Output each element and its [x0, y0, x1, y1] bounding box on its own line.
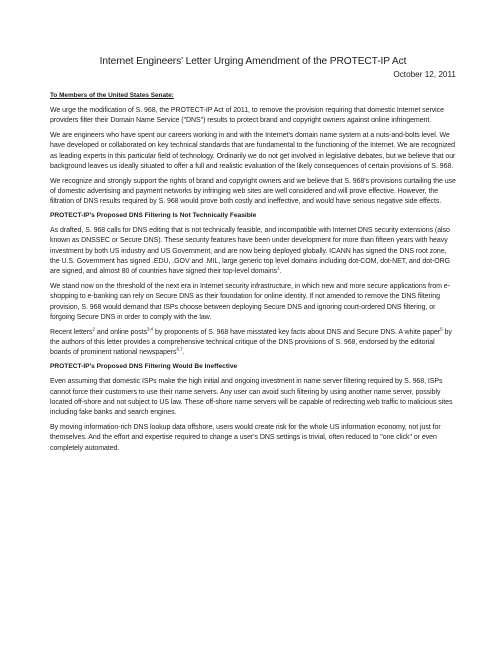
paragraph-fragment: and online posts [94, 328, 148, 336]
footnote-ref: 5 [440, 326, 443, 332]
footnote-ref: 1 [277, 266, 280, 272]
intro-paragraph-3: We recognize and strongly support the rights of brand and copyright owners and we believe that S. 968's provisions curtailing the use of domestic advertising and payment networks by infringing web sites are well considered and will prove effective. However, the filtration of DNS results required by S. 968 would prove both costly and ineffective, and would have serious negative side effects. [50, 177, 456, 206]
footnote-ref: 3,4 [147, 326, 154, 332]
intro-paragraph-2: We are engineers who have spent our careers working in and with the Internet's domain name system at a nuts-and-bolts level. We have developed or collaborated on key technical standards that are fundamental to the functioning of the Internet. We are recognized as leading experts in this particular field of technology. Ordinarily we do not get involved in legislative debates, but we believe that our background leaves us ideally situated to offer a full and realistic evaluation of the likely consequences of certain provisions of S. 968. [50, 132, 456, 170]
section-heading-feasibility: PROTECT-IP's Proposed DNS Filtering Is Not Technically Feasible [50, 212, 257, 220]
intro-paragraph-1: We urge the modification of S. 968, the PROTECT-IP Act of 2011, to remove the provision requiring that domestic Internet service providers filter their Domain Name Service ("DNS") results to protect brand and copyright owners against online infringement. [50, 107, 444, 125]
salutation: To Members of the United States Senate: [50, 92, 174, 99]
section-1-paragraph-2: We stand now on the threshold of the next era in Internet security infrastructure, in which new and more secure applications from e-shopping to e-banking can rely on Secure DNS as their foundation for online identity. If not amended to remove the DNS filtering provision, S. 968 would demand that ISPs choose between deploying Secure DNS and ignoring court-ordered DNS filtering, or forgoing Secure DNS in order to comply with the law. [50, 283, 450, 322]
section-1-paragraph-1 [50, 226, 456, 277]
paragraph-fragment: by proponents of S. 968 have misstated key facts about DNS and Secure DNS. A white paper [153, 328, 441, 336]
section-heading-effectiveness: PROTECT-IP's Proposed DNS Filtering Would Be Ineffective [50, 363, 238, 371]
section-2-paragraph-2: By moving information-rich DNS lookup data offshore, users would create risk for the whole US information economy, not just for themselves. And the effort and expertise required to change a user's DNS settings is trivial, often reduced to "one click" or even completely automated. [50, 423, 441, 452]
document-date: October 12, 2011 [393, 70, 456, 79]
paragraph-fragment: by the authors of this letter provides a comprehensive technical critique of the DNS provisions of S. 968, endorsed by the editorial boards of prominent national newspapers [50, 328, 452, 357]
paragraph-fragment: Recent letters [50, 328, 93, 336]
document-title: Internet Engineers' Letter Urging Amendment of the PROTECT-IP Act [99, 56, 407, 67]
section-1-paragraph-3 [50, 328, 456, 359]
footnote-ref: 2 [92, 326, 95, 332]
section-2-paragraph-1: Even assuming that domestic ISPs make the high initial and ongoing investment in name server filtering required by S. 968, ISPs cannot force their customers to use their name servers. Any user can avoid such filtering by using another name server, possibly located off-shore and not subject to US law. These off-shore name servers will be capable of redirecting web traffic to malicious sites including fake banks and search engines. [50, 378, 453, 417]
section-1-paragraph-1-tail: . [279, 268, 282, 276]
paragraph-fragment: . [182, 349, 185, 357]
section-1-paragraph-1-text: As drafted, S. 968 calls for DNS editing that is not technically feasible, and incompatible with Internet DNS security extensions (also known as DNSSEC or Secure DNS). These security features have been under development for more than fifteen years with heavy investment by both US industry and US Government, and are now being deployed globally. ICANN has signed the DNS root zone, the U.S. Government has signed .EDU, .GOV and .MIL, large generic top level domains including dot-COM, dot-NET, and dot-ORG are signed, and almost 80 of countries have signed their top-level domains [50, 227, 451, 276]
footnote-ref: 6,7 [176, 347, 183, 353]
